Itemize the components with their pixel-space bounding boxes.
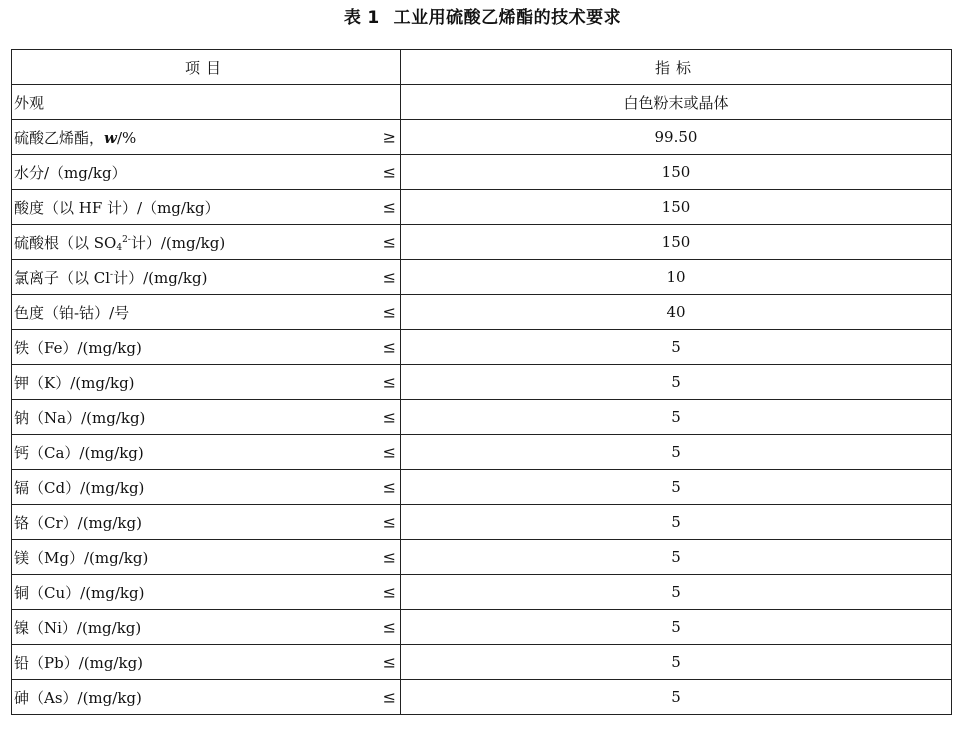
table-row (12, 190, 952, 225)
row-value: 150 (401, 225, 952, 260)
table-row (12, 330, 952, 365)
table-title-prefix: 表 (343, 8, 362, 28)
comparison-symbol: ≤ (382, 267, 396, 287)
header-value: 指标 (401, 50, 952, 85)
row-value: 10 (401, 260, 952, 295)
table-row (12, 505, 952, 540)
row-label: 色度（铂-钴）/号 (14, 303, 130, 322)
row-value: 5 (401, 575, 952, 610)
row-label-ca (12, 435, 401, 470)
row-label: 钠（Na）/(mg/kg) (14, 408, 146, 427)
row-label-fe (12, 330, 401, 365)
row-label-cd (12, 470, 401, 505)
table-row (12, 295, 952, 330)
comparison-symbol: ≤ (382, 442, 396, 462)
row-label-var: w (104, 128, 117, 147)
table-row (12, 225, 952, 260)
row-label-na (12, 400, 401, 435)
table-row (12, 85, 952, 120)
row-value: 99.50 (401, 120, 952, 155)
row-label-chloride (12, 260, 401, 295)
row-label: 钙（Ca）/(mg/kg) (14, 443, 144, 462)
row-value: 5 (401, 470, 952, 505)
row-label-post: 计）/(mg/kg) (130, 233, 226, 252)
table-row (12, 400, 952, 435)
comparison-symbol: ≤ (382, 162, 396, 182)
row-label-pre: 硫酸根（以 SO (14, 233, 117, 252)
row-value: 5 (401, 505, 952, 540)
row-value: 5 (401, 400, 952, 435)
comparison-symbol: ≤ (382, 652, 396, 672)
row-label-k (12, 365, 401, 400)
row-label-appearance (12, 85, 401, 120)
row-label: 镍（Ni）/(mg/kg) (14, 618, 142, 637)
table-row (12, 610, 952, 645)
row-label-color (12, 295, 401, 330)
table-title-text: 工业用硫酸乙烯酯的技术要求 (393, 8, 622, 28)
row-label-content (12, 120, 401, 155)
table-row (12, 470, 952, 505)
comparison-symbol: ≤ (382, 197, 396, 217)
comparison-symbol: ≤ (382, 372, 396, 392)
comparison-symbol: ≤ (382, 337, 396, 357)
comparison-symbol: ≤ (382, 512, 396, 532)
comparison-symbol: ≤ (382, 582, 396, 602)
row-label-pb (12, 645, 401, 680)
comparison-symbol: ≤ (382, 547, 396, 567)
comparison-symbol: ≤ (382, 477, 396, 497)
row-label-cu (12, 575, 401, 610)
row-label: 砷（As）/(mg/kg) (14, 688, 142, 707)
row-label-acidity (12, 190, 401, 225)
row-label: 铬（Cr）/(mg/kg) (14, 513, 142, 532)
row-value: 5 (401, 610, 952, 645)
row-label-post: /% (116, 128, 137, 147)
row-label-pre: 硫酸乙烯酯， (14, 128, 105, 147)
comparison-symbol: ≤ (382, 687, 396, 707)
row-label: 水分/（mg/kg） (14, 163, 127, 182)
table-row (12, 540, 952, 575)
row-label-as (12, 680, 401, 715)
row-label: 铁（Fe）/(mg/kg) (14, 338, 142, 357)
row-label-sup: 2- (122, 234, 131, 245)
row-value: 150 (401, 190, 952, 225)
header-item: 项目 (12, 50, 401, 85)
table-row (12, 120, 952, 155)
row-label-sup: - (110, 269, 114, 280)
comparison-symbol: ≤ (382, 302, 396, 322)
row-label: 铜（Cu）/(mg/kg) (14, 583, 145, 602)
row-value: 白色粉末或晶体 (401, 85, 952, 120)
row-label-ni (12, 610, 401, 645)
table-row (12, 435, 952, 470)
row-value: 5 (401, 435, 952, 470)
row-value: 5 (401, 365, 952, 400)
table-row (12, 260, 952, 295)
row-label-pre: 氯离子（以 Cl (14, 268, 111, 287)
row-value: 5 (401, 645, 952, 680)
row-value: 150 (401, 155, 952, 190)
table-row (12, 365, 952, 400)
row-label: 钾（K）/(mg/kg) (14, 373, 135, 392)
row-label-post: 计）/(mg/kg) (113, 268, 208, 287)
row-label-sulfate (12, 225, 401, 260)
table-title-number: 1 (367, 8, 380, 28)
row-label-cr (12, 505, 401, 540)
row-label-mg (12, 540, 401, 575)
row-value: 5 (401, 330, 952, 365)
row-label: 镉（Cd）/(mg/kg) (14, 478, 145, 497)
row-label-sub: 4 (116, 242, 123, 253)
row-value: 5 (401, 540, 952, 575)
comparison-symbol: ≥ (382, 127, 396, 147)
table-row (12, 680, 952, 715)
table-header-row (12, 50, 952, 85)
row-label: 酸度（以 HF 计）/（mg/kg） (14, 198, 220, 217)
comparison-symbol: ≤ (382, 617, 396, 637)
row-value: 5 (401, 680, 952, 715)
row-label: 外观 (14, 93, 45, 112)
table-row (12, 155, 952, 190)
table-row (12, 575, 952, 610)
row-label: 铅（Pb）/(mg/kg) (14, 653, 144, 672)
comparison-symbol: ≤ (382, 407, 396, 427)
table-row (12, 645, 952, 680)
row-label: 镁（Mg）/(mg/kg) (14, 548, 149, 567)
comparison-symbol: ≤ (382, 232, 396, 252)
spec-table (11, 49, 952, 715)
row-label-water (12, 155, 401, 190)
row-value: 40 (401, 295, 952, 330)
table-title (0, 4, 965, 32)
